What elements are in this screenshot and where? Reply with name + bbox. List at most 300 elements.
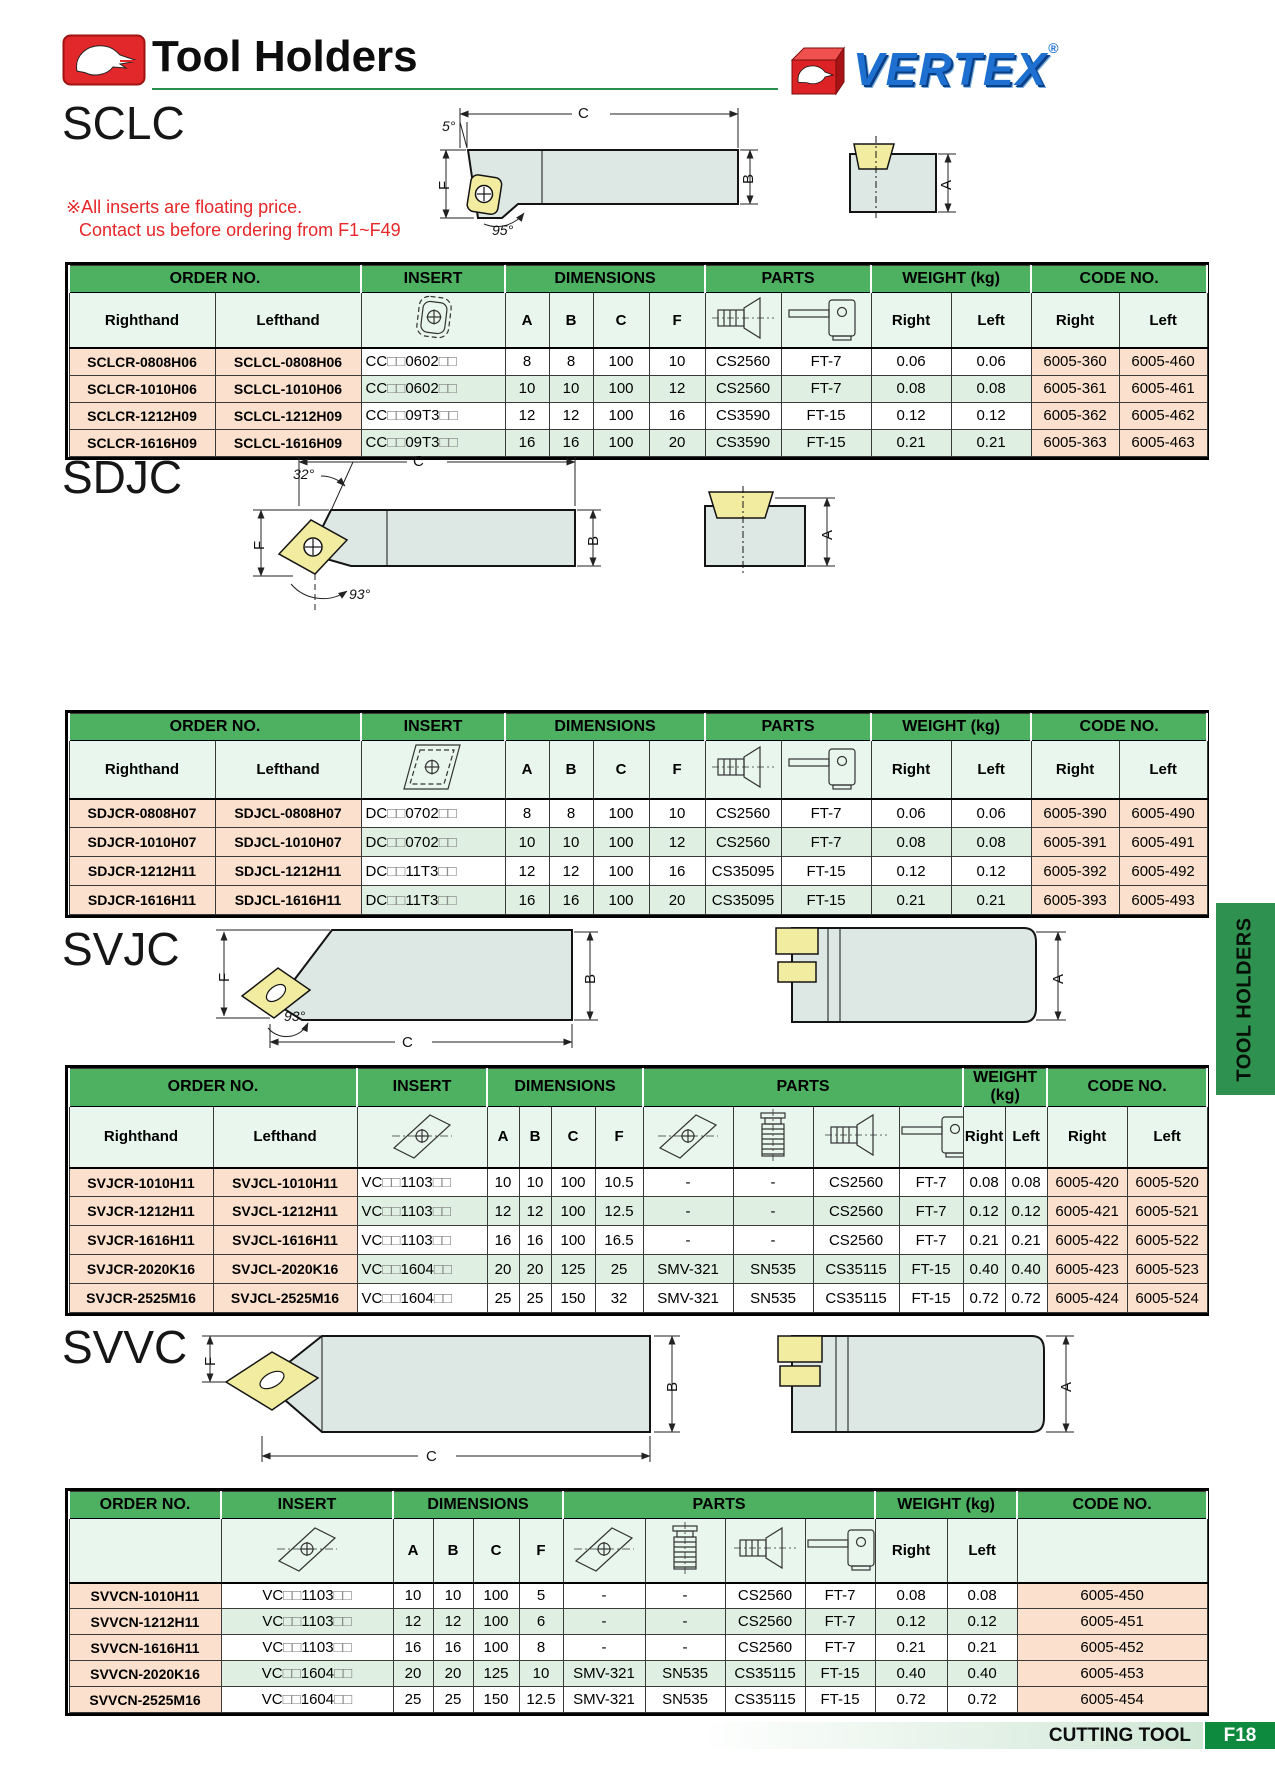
spec-cell: 100	[551, 1197, 595, 1226]
spec-cell: -	[645, 1635, 725, 1661]
order-no-cell: SCLCL-1616H09	[215, 429, 361, 456]
dim-label-a: A	[1050, 973, 1067, 984]
insert-placeholder-box: □	[342, 1587, 352, 1605]
insert-placeholder-box: □	[438, 380, 448, 397]
screw-icon	[725, 1519, 805, 1583]
dim-label-a: A	[1058, 1381, 1075, 1392]
footer-bar	[700, 1722, 1203, 1749]
column-header-lefthand: Lefthand	[213, 1106, 357, 1168]
spec-cell: 16	[649, 857, 705, 886]
spec-cell: -	[563, 1635, 645, 1661]
spec-cell: CS2560	[813, 1226, 899, 1255]
insert-placeholder-box: □	[396, 380, 406, 397]
brand-eagle-icon	[62, 34, 146, 91]
spring-icon	[733, 1106, 813, 1168]
insert-placeholder-box: □	[442, 1260, 452, 1278]
spec-cell: 10	[487, 1168, 519, 1197]
column-header-c: C	[473, 1519, 519, 1583]
spec-cell: CC□□09T3□□	[361, 429, 505, 456]
dim-label-b: B	[582, 973, 599, 984]
code-no-cell: 6005-391	[1031, 828, 1119, 857]
spec-cell: CC□□0602□□	[361, 375, 505, 402]
order-no-cell: SVJCR-1616H11	[69, 1226, 213, 1255]
spec-cell: SN535	[645, 1661, 725, 1687]
spec-cell: 0.40	[875, 1661, 947, 1687]
spec-cell: DC□□11T3□□	[361, 857, 505, 886]
column-header-right: Right	[963, 1106, 1005, 1168]
spec-row	[69, 1687, 1207, 1713]
spec-cell: 100	[593, 799, 649, 828]
spec-cell: 12	[487, 1197, 519, 1226]
spec-cell: 8	[505, 348, 549, 375]
code-no-cell: 6005-363	[1031, 429, 1119, 456]
spec-cell: 12	[649, 375, 705, 402]
spec-cell: 0.12	[963, 1197, 1005, 1226]
spec-cell: 100	[551, 1168, 595, 1197]
column-group-dimensions: DIMENSIONS	[393, 1492, 563, 1519]
column-header-right: Right	[875, 1519, 947, 1583]
order-no-cell: SVJCR-1010H11	[69, 1168, 213, 1197]
dim-label-a: A	[819, 529, 836, 540]
insert-placeholder-box: □	[342, 1613, 352, 1630]
code-no-cell: 6005-462	[1119, 402, 1207, 429]
insert-placeholder-box: □	[438, 862, 448, 880]
spec-row	[69, 857, 1207, 886]
insert-placeholder-box: □	[448, 434, 458, 451]
spec-cell: -	[643, 1197, 733, 1226]
spec-cell: VC□□1103□□	[221, 1635, 393, 1661]
spec-cell: 20	[393, 1661, 433, 1687]
order-no-cell: SDJCL-1616H11	[215, 886, 361, 915]
order-no-cell: SCLCR-1010H06	[69, 375, 215, 402]
column-header-left: Left	[1127, 1106, 1207, 1168]
spec-row	[69, 828, 1207, 857]
spec-cell: 0.08	[951, 375, 1031, 402]
spec-cell: 0.21	[947, 1635, 1017, 1661]
insert-placeholder-box: □	[387, 891, 397, 909]
column-group-weight: WEIGHT (kg)	[871, 266, 1031, 293]
spec-cell: 100	[473, 1635, 519, 1661]
column-header-a: A	[505, 741, 549, 799]
insert-placeholder-box: □	[333, 1587, 343, 1605]
insert-placeholder-box: □	[283, 1613, 293, 1630]
spec-cell: 0.12	[951, 402, 1031, 429]
spec-row	[69, 1226, 1207, 1255]
spec-cell: FT-15	[781, 402, 871, 429]
spec-cell: SN535	[645, 1687, 725, 1713]
spec-cell: 0.08	[947, 1583, 1017, 1609]
spec-cell: 8	[505, 799, 549, 828]
spec-cell: 100	[593, 348, 649, 375]
spec-row	[69, 799, 1207, 828]
column-group-insert: INSERT	[221, 1492, 393, 1519]
spec-cell: CS2560	[705, 348, 781, 375]
column-header-c: C	[593, 293, 649, 349]
insert-placeholder-box: □	[382, 1202, 392, 1220]
code-no-cell: 6005-360	[1031, 348, 1119, 375]
svvc-table	[65, 1488, 1209, 1716]
spec-cell: 0.21	[871, 886, 951, 915]
spec-cell: CS35115	[725, 1687, 805, 1713]
spec-cell: 150	[551, 1284, 595, 1313]
spec-cell: -	[563, 1583, 645, 1609]
sdjc-table	[65, 710, 1209, 918]
spec-cell: FT-7	[899, 1226, 963, 1255]
insert-placeholder-box: □	[438, 891, 448, 909]
spec-cell: 100	[551, 1226, 595, 1255]
spec-cell: 8	[519, 1635, 563, 1661]
code-no-cell: 6005-521	[1127, 1197, 1207, 1226]
spec-cell: 10	[649, 348, 705, 375]
insert-placeholder-box: □	[334, 1691, 344, 1708]
spec-cell: 100	[593, 857, 649, 886]
code-no-cell: 6005-492	[1119, 857, 1207, 886]
column-group-order: ORDER NO.	[69, 266, 361, 293]
spec-cell: 6	[519, 1609, 563, 1635]
order-no-cell: SCLCR-1616H09	[69, 429, 215, 456]
spec-row	[69, 1284, 1207, 1313]
code-no-cell: 6005-361	[1031, 375, 1119, 402]
column-group-dimensions: DIMENSIONS	[487, 1069, 643, 1107]
spec-cell: CS35095	[705, 857, 781, 886]
column-header-right: Right	[871, 741, 951, 799]
column-header-c: C	[551, 1106, 595, 1168]
dim-label-f: F	[216, 972, 233, 982]
spec-cell: -	[733, 1197, 813, 1226]
page-title: Tool Holders	[152, 32, 418, 81]
spec-cell: VC□□1103□□	[357, 1226, 487, 1255]
insert-placeholder-box: □	[291, 1691, 301, 1708]
insert-placeholder-box: □	[432, 1174, 442, 1192]
code-no-cell: 6005-454	[1017, 1687, 1207, 1713]
spec-cell: 100	[473, 1583, 519, 1609]
order-no-cell: SVVCN-2020K16	[69, 1661, 221, 1687]
code-no-cell: 6005-423	[1047, 1255, 1127, 1284]
spec-cell: 16	[549, 886, 593, 915]
code-no-cell: 6005-522	[1127, 1226, 1207, 1255]
dim-label-f: F	[251, 540, 268, 550]
code-no-cell: 6005-524	[1127, 1284, 1207, 1313]
column-header-a: A	[505, 293, 549, 349]
column-group-order: ORDER NO.	[69, 714, 361, 741]
footer-label: CUTTING TOOL	[1048, 1725, 1191, 1746]
spec-cell: VC□□1103□□	[357, 1197, 487, 1226]
insert-placeholder-box: □	[283, 1587, 293, 1605]
sdjc-spec-table	[68, 713, 1208, 915]
spec-row	[69, 1583, 1207, 1609]
spec-cell: CS35095	[705, 886, 781, 915]
insert-placeholder-box: □	[439, 407, 449, 424]
spec-cell: 20	[649, 886, 705, 915]
spec-cell: 10	[519, 1168, 551, 1197]
spec-cell: -	[643, 1226, 733, 1255]
column-header-f: F	[649, 741, 705, 799]
spec-cell: 0.72	[1005, 1284, 1047, 1313]
spec-cell: 0.06	[871, 348, 951, 375]
column-group-parts: PARTS	[563, 1492, 875, 1519]
code-no-cell: 6005-493	[1119, 886, 1207, 915]
spec-cell: VC□□1103□□	[357, 1168, 487, 1197]
spec-cell: 0.21	[963, 1226, 1005, 1255]
dim-label-b: B	[740, 173, 757, 184]
floating-price-note	[66, 196, 401, 242]
column-header-righthand: Righthand	[69, 741, 215, 799]
spec-cell: 10	[393, 1583, 433, 1609]
spec-cell: 16	[433, 1635, 473, 1661]
spec-cell: 12	[519, 1197, 551, 1226]
spec-cell: VC□□1604□□	[357, 1284, 487, 1313]
code-no-cell: 6005-460	[1119, 348, 1207, 375]
spec-cell: -	[645, 1609, 725, 1635]
spec-cell: FT-7	[805, 1635, 875, 1661]
column-header-a: A	[393, 1519, 433, 1583]
column-header-left: Left	[1005, 1106, 1047, 1168]
column-group-dimensions: DIMENSIONS	[505, 714, 705, 741]
order-no-cell: SDJCR-1212H11	[69, 857, 215, 886]
code-no-cell: 6005-422	[1047, 1226, 1127, 1255]
spec-cell: DC□□0702□□	[361, 799, 505, 828]
angle-label-bottom: 93°	[284, 1008, 306, 1024]
section-title-sdjc: SDJC	[62, 451, 183, 503]
spec-cell: 12	[649, 828, 705, 857]
order-no-cell: SDJCL-0808H07	[215, 799, 361, 828]
order-no-cell: SVVCN-2525M16	[69, 1687, 221, 1713]
spec-cell: 25	[487, 1284, 519, 1313]
spec-cell: 12.5	[595, 1197, 643, 1226]
insert-placeholder-box: □	[292, 1613, 302, 1630]
spec-cell: FT-7	[899, 1168, 963, 1197]
blank-header	[1017, 1519, 1207, 1583]
spec-cell: SMV-321	[563, 1661, 645, 1687]
square-insert-icon	[361, 293, 505, 349]
insert-placeholder-box: □	[292, 1639, 302, 1656]
spec-cell: 25	[595, 1255, 643, 1284]
section-title-svvc: SVVC	[62, 1321, 188, 1373]
code-no-cell: 6005-463	[1119, 429, 1207, 456]
spec-cell: 16	[649, 402, 705, 429]
insert-placeholder-box: □	[439, 434, 449, 451]
spec-cell: FT-15	[781, 429, 871, 456]
insert-placeholder-box: □	[447, 804, 457, 822]
screw-icon	[705, 293, 781, 349]
sclc-table	[65, 262, 1209, 460]
code-no-cell: 6005-420	[1047, 1168, 1127, 1197]
insert-placeholder-box: □	[441, 1202, 451, 1220]
code-no-cell: 6005-392	[1031, 857, 1119, 886]
column-group-code: CODE NO.	[1047, 1069, 1207, 1107]
spec-cell: 16	[505, 886, 549, 915]
spec-cell: 10	[505, 828, 549, 857]
spec-cell: DC□□0702□□	[361, 828, 505, 857]
dim-label-b: B	[585, 535, 602, 546]
spec-cell: SN535	[733, 1255, 813, 1284]
spec-cell: 25	[433, 1687, 473, 1713]
spec-cell: 0.12	[1005, 1197, 1047, 1226]
spec-cell: DC□□11T3□□	[361, 886, 505, 915]
column-group-insert: INSERT	[361, 714, 505, 741]
page-number-badge: F18	[1205, 1722, 1275, 1749]
insert-placeholder-box: □	[442, 1289, 452, 1307]
column-group-parts: PARTS	[705, 714, 871, 741]
insert-placeholder-box: □	[396, 804, 406, 822]
insert-placeholder-box: □	[387, 434, 397, 451]
title-underline	[152, 88, 778, 90]
code-no-cell: 6005-491	[1119, 828, 1207, 857]
spec-cell: 16	[393, 1635, 433, 1661]
column-header-lefthand: Lefthand	[215, 741, 361, 799]
spec-cell: 16	[549, 429, 593, 456]
spec-cell: 0.72	[947, 1687, 1017, 1713]
spec-cell: 0.12	[951, 857, 1031, 886]
spec-cell: CS2560	[725, 1609, 805, 1635]
spec-cell: 0.06	[871, 799, 951, 828]
insert-placeholder-box: □	[391, 1289, 401, 1307]
spec-cell: -	[645, 1583, 725, 1609]
screw-icon	[705, 741, 781, 799]
insert-placeholder-box: □	[396, 891, 406, 909]
spec-cell: CS2560	[705, 828, 781, 857]
spec-cell: 12.5	[519, 1687, 563, 1713]
spec-cell: 12	[505, 857, 549, 886]
spec-cell: 10.5	[595, 1168, 643, 1197]
insert-placeholder-box: □	[438, 353, 448, 371]
order-no-cell: SDJCR-1010H07	[69, 828, 215, 857]
spec-cell: 100	[593, 375, 649, 402]
column-header-right: Right	[1047, 1106, 1127, 1168]
spec-cell: -	[643, 1168, 733, 1197]
code-no-cell: 6005-461	[1119, 375, 1207, 402]
spec-cell: 0.08	[871, 375, 951, 402]
spec-cell: FT-15	[899, 1284, 963, 1313]
insert-placeholder-box: □	[447, 833, 457, 851]
spec-cell: 0.08	[1005, 1168, 1047, 1197]
dim-label-a: A	[938, 179, 955, 190]
spec-cell: 100	[593, 402, 649, 429]
spec-cell: VC□□1103□□	[221, 1609, 393, 1635]
spec-cell: 0.21	[875, 1635, 947, 1661]
order-no-cell: SVVCN-1616H11	[69, 1635, 221, 1661]
sdjc-drawing	[235, 448, 875, 623]
insert-placeholder-box: □	[382, 1289, 392, 1307]
insert-placeholder-box: □	[282, 1691, 292, 1708]
column-group-parts: PARTS	[643, 1069, 963, 1107]
insert-placeholder-box: □	[343, 1665, 353, 1682]
column-header-left: Left	[951, 293, 1031, 349]
svjc-diagram	[180, 920, 1100, 1060]
note-line-2: Contact us before ordering from F1~F49	[79, 220, 401, 240]
spec-cell: 0.72	[875, 1687, 947, 1713]
section-title-sclc: SCLC	[62, 97, 185, 149]
spec-cell: 20	[649, 429, 705, 456]
diamond-insert-icon	[643, 1106, 733, 1168]
spec-cell: 0.21	[871, 429, 951, 456]
insert-placeholder-box: □	[396, 407, 406, 424]
insert-placeholder-box: □	[391, 1202, 401, 1220]
insert-placeholder-box: □	[391, 1260, 401, 1278]
insert-placeholder-box: □	[447, 353, 457, 371]
spec-cell: 100	[593, 886, 649, 915]
wrench-icon	[805, 1519, 875, 1583]
insert-placeholder-box: □	[387, 862, 397, 880]
dim-label-c: C	[413, 453, 424, 470]
column-group-order: ORDER NO.	[69, 1069, 357, 1107]
spec-cell: 0.08	[951, 828, 1031, 857]
column-group-code: CODE NO.	[1017, 1492, 1207, 1519]
spec-cell: 10	[549, 375, 593, 402]
spec-cell: 20	[519, 1255, 551, 1284]
svvc-diagram	[180, 1320, 1080, 1475]
spec-cell: 0.12	[871, 857, 951, 886]
insert-placeholder-box: □	[291, 1665, 301, 1682]
spec-cell: CC□□0602□□	[361, 348, 505, 375]
code-no-cell: 6005-393	[1031, 886, 1119, 915]
spec-cell: FT-7	[781, 828, 871, 857]
insert-placeholder-box: □	[441, 1231, 451, 1249]
spec-row	[69, 402, 1207, 429]
order-no-cell: SDJCR-0808H07	[69, 799, 215, 828]
spec-cell: 10	[649, 799, 705, 828]
blank-header	[69, 1519, 221, 1583]
insert-placeholder-box: □	[396, 862, 406, 880]
code-no-cell: 6005-424	[1047, 1284, 1127, 1313]
order-no-cell: SVJCL-2020K16	[213, 1255, 357, 1284]
column-header-b: B	[549, 293, 593, 349]
insert-placeholder-box: □	[387, 353, 397, 371]
insert-placeholder-box: □	[438, 833, 448, 851]
diamond-insert-icon	[563, 1519, 645, 1583]
insert-placeholder-box: □	[334, 1665, 344, 1682]
wrench-icon	[781, 741, 871, 799]
insert-placeholder-box: □	[433, 1260, 443, 1278]
spec-cell: 20	[433, 1661, 473, 1687]
insert-placeholder-box: □	[283, 1639, 293, 1656]
insert-placeholder-box: □	[447, 380, 457, 397]
column-header-righthand: Righthand	[69, 1106, 213, 1168]
column-header-c: C	[593, 741, 649, 799]
order-no-cell: SVVCN-1010H11	[69, 1583, 221, 1609]
spec-cell: 125	[473, 1661, 519, 1687]
code-no-cell: 6005-520	[1127, 1168, 1207, 1197]
spec-cell: 125	[551, 1255, 595, 1284]
order-no-cell: SVJCL-1010H11	[213, 1168, 357, 1197]
insert-placeholder-box: □	[387, 380, 397, 397]
spec-cell: CS3590	[705, 402, 781, 429]
code-no-cell: 6005-453	[1017, 1661, 1207, 1687]
spec-cell: 0.08	[875, 1583, 947, 1609]
column-group-code: CODE NO.	[1031, 266, 1207, 293]
diamond-insert-icon	[357, 1106, 487, 1168]
column-header-left: Left	[947, 1519, 1017, 1583]
wrench-icon	[781, 293, 871, 349]
order-no-cell: SCLCL-1212H09	[215, 402, 361, 429]
spec-cell: 100	[473, 1609, 519, 1635]
spec-cell: 16	[505, 429, 549, 456]
spec-cell: 0.21	[951, 886, 1031, 915]
insert-placeholder-box: □	[282, 1665, 292, 1682]
spec-cell: SMV-321	[643, 1255, 733, 1284]
insert-placeholder-box: □	[432, 1231, 442, 1249]
order-no-cell: SVJCL-1212H11	[213, 1197, 357, 1226]
spec-cell: CS3590	[705, 429, 781, 456]
code-no-cell: 6005-523	[1127, 1255, 1207, 1284]
column-header-f: F	[519, 1519, 563, 1583]
spec-cell: VC□□1103□□	[221, 1583, 393, 1609]
spec-cell: 10	[433, 1583, 473, 1609]
column-header-f: F	[595, 1106, 643, 1168]
svjc-drawing	[180, 920, 1100, 1060]
column-group-weight: WEIGHT (kg)	[871, 714, 1031, 741]
spec-cell: CS2560	[705, 375, 781, 402]
